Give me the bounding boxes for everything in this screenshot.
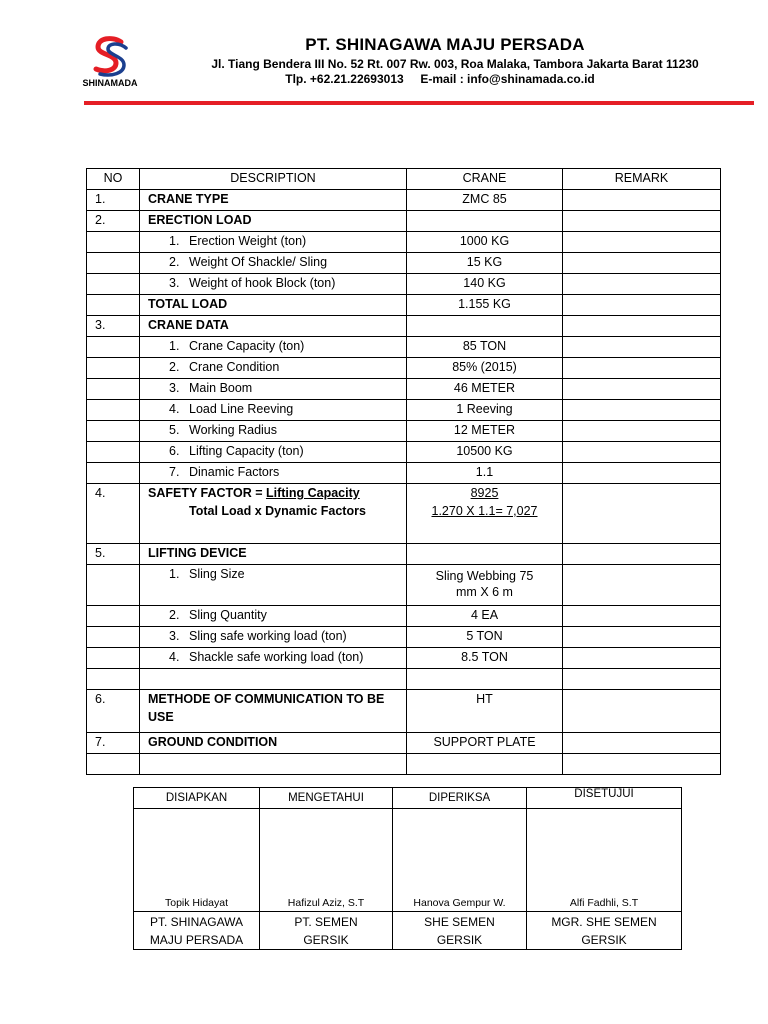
row-remark — [563, 421, 721, 442]
row-no: 2. — [87, 211, 140, 232]
row-crane: 10500 KG — [407, 442, 563, 463]
row-no — [87, 627, 140, 648]
company-contact: Tlp. +62.21.22693013 E-mail : info@shinamada.co.id — [285, 72, 595, 86]
table-row — [87, 337, 721, 358]
item-label: Shackle safe working load (ton) — [189, 650, 364, 665]
row-description — [140, 232, 407, 253]
signatory-name: Topik Hidayat — [134, 809, 260, 912]
row-description — [140, 627, 407, 648]
row-no — [87, 295, 140, 316]
item-label: Crane Condition — [189, 360, 280, 375]
row-description: CRANE DATA — [140, 316, 407, 337]
row-description — [140, 565, 407, 606]
header-remark: REMARK — [563, 169, 721, 190]
row-no: 7. — [87, 733, 140, 754]
table-row — [87, 442, 721, 463]
table-row — [87, 274, 721, 295]
company-name: PT. SHINAGAWA MAJU PERSADA — [305, 35, 585, 54]
row-remark — [563, 565, 721, 606]
row-no: 5. — [87, 544, 140, 565]
row-no — [87, 648, 140, 669]
row-remark — [563, 442, 721, 463]
header-divider — [84, 101, 754, 105]
signatory-org — [527, 912, 682, 950]
item-number: 1. — [169, 567, 180, 581]
row-remark — [563, 544, 721, 565]
row-remark — [563, 316, 721, 337]
item-number: 5. — [169, 423, 180, 438]
table-row — [87, 295, 721, 316]
item-label: Working Radius — [189, 423, 278, 438]
table-row — [87, 690, 721, 733]
item-number: 6. — [169, 444, 180, 459]
row-crane — [407, 754, 563, 775]
signatory-org — [260, 912, 393, 950]
row-description — [140, 379, 407, 400]
row-description — [140, 606, 407, 627]
item-number: 2. — [169, 255, 180, 270]
table-row — [87, 421, 721, 442]
row-remark — [563, 669, 721, 690]
item-label: Sling Size — [189, 567, 245, 581]
row-description: GROUND CONDITION — [140, 733, 407, 754]
table-row — [87, 400, 721, 421]
row-crane: 5 TON — [407, 627, 563, 648]
row-description — [140, 400, 407, 421]
row-no — [87, 421, 140, 442]
row-crane: 15 KG — [407, 253, 563, 274]
item-number: 2. — [169, 360, 180, 375]
row-description: CRANE TYPE — [140, 190, 407, 211]
signatory-org — [393, 912, 527, 950]
row-no — [87, 606, 140, 627]
row-crane — [407, 565, 563, 606]
row-remark — [563, 358, 721, 379]
signatory-name: Alfi Fadhli, S.T — [527, 809, 682, 912]
row-remark — [563, 379, 721, 400]
row-crane: SUPPORT PLATE — [407, 733, 563, 754]
row-crane: 85 TON — [407, 337, 563, 358]
row-crane: 1000 KG — [407, 232, 563, 253]
signature-org-row — [134, 912, 682, 950]
item-label: Load Line Reeving — [189, 402, 294, 417]
row-crane — [407, 211, 563, 232]
row-remark — [563, 606, 721, 627]
table-row — [87, 316, 721, 337]
org-line2: GERSIK — [436, 932, 483, 947]
item-label: Dinamic Factors — [189, 465, 280, 480]
row-description: ERECTION LOAD — [140, 211, 407, 232]
table-row — [87, 544, 721, 565]
role-prepared: DISIAPKAN — [134, 788, 260, 809]
safety-factor-value — [407, 484, 563, 544]
row-description — [140, 690, 407, 733]
row-remark — [563, 648, 721, 669]
row-remark — [563, 627, 721, 648]
item-label: Crane Capacity (ton) — [189, 339, 305, 354]
row-crane: 8.5 TON — [407, 648, 563, 669]
role-approved: DISETUJUI — [527, 788, 682, 809]
sling-size-line2: mm X 6 m — [456, 585, 513, 599]
table-row — [87, 565, 721, 606]
company-address: Jl. Tiang Bendera III No. 52 Rt. 007 Rw. 003, Roa Malaka, Tambora Jakarta Barat 11230 — [211, 57, 699, 71]
signature-role-row — [134, 788, 682, 809]
org-line1: MGR. SHE SEMEN — [551, 914, 657, 929]
item-number: 1. — [169, 234, 180, 249]
row-remark — [563, 690, 721, 733]
item-label: Weight of hook Block (ton) — [189, 276, 336, 291]
table-row — [87, 253, 721, 274]
item-number: 3. — [169, 381, 180, 396]
row-description — [140, 253, 407, 274]
org-line2: MAJU PERSADA — [149, 932, 244, 947]
table-header-row — [87, 169, 721, 190]
empty-row — [87, 754, 721, 775]
total-load-value: 1.155 KG — [407, 295, 563, 316]
row-description — [140, 669, 407, 690]
safety-factor-numerator: Lifting Capacity — [265, 486, 360, 500]
row-no: 6. — [87, 690, 140, 733]
row-no — [87, 337, 140, 358]
safety-factor-row — [87, 484, 721, 544]
shinamada-logo-icon — [86, 36, 132, 78]
row-remark — [563, 463, 721, 484]
table-row — [87, 232, 721, 253]
table-row — [87, 211, 721, 232]
item-number: 3. — [169, 276, 180, 291]
safety-factor-denominator: Total Load x Dynamic Factors — [189, 503, 366, 518]
safety-factor-value-den: 1.270 X 1.1= 7,027 — [431, 503, 538, 518]
item-label: Sling Quantity — [189, 608, 267, 623]
row-description — [140, 442, 407, 463]
header-description: DESCRIPTION — [140, 169, 407, 190]
row-no — [87, 400, 140, 421]
safety-factor-label: SAFETY FACTOR = — [148, 486, 266, 500]
row-remark — [563, 733, 721, 754]
communication-line2: USE — [148, 709, 174, 724]
row-crane — [407, 316, 563, 337]
row-description: LIFTING DEVICE — [140, 544, 407, 565]
empty-row — [87, 669, 721, 690]
org-line1: PT. SHINAGAWA — [149, 914, 244, 929]
row-no — [87, 442, 140, 463]
signature-space-row — [134, 809, 682, 912]
total-load-label: TOTAL LOAD — [140, 295, 407, 316]
row-no: 3. — [87, 316, 140, 337]
row-no: 4. — [87, 484, 140, 544]
signatory-name: Hanova Gempur W. — [393, 809, 527, 912]
row-remark — [563, 484, 721, 544]
communication-line1: METHODE OF COMMUNICATION TO BE — [148, 692, 385, 706]
sling-size-line1: Sling Webbing 75 — [435, 569, 534, 584]
item-label: Main Boom — [189, 381, 253, 396]
table-row — [87, 733, 721, 754]
row-no: 1. — [87, 190, 140, 211]
row-description — [140, 754, 407, 775]
row-description — [140, 648, 407, 669]
row-remark — [563, 754, 721, 775]
item-number: 4. — [169, 402, 180, 417]
safety-factor-value-num: 8925 — [470, 486, 499, 500]
row-no — [87, 232, 140, 253]
signature-table — [133, 787, 682, 950]
table-row — [87, 379, 721, 400]
row-remark — [563, 211, 721, 232]
org-line1: PT. SEMEN — [294, 914, 358, 929]
item-number: 4. — [169, 650, 180, 665]
row-crane: ZMC 85 — [407, 190, 563, 211]
row-crane: 140 KG — [407, 274, 563, 295]
org-line2: GERSIK — [303, 932, 349, 947]
row-no — [87, 565, 140, 606]
row-no — [87, 379, 140, 400]
table-row — [87, 190, 721, 211]
row-remark — [563, 400, 721, 421]
row-description — [140, 421, 407, 442]
row-no — [87, 669, 140, 690]
table-row — [87, 648, 721, 669]
row-description — [140, 274, 407, 295]
item-number: 7. — [169, 465, 180, 480]
table-row — [87, 627, 721, 648]
row-crane: 46 METER — [407, 379, 563, 400]
row-remark — [563, 337, 721, 358]
item-number: 3. — [169, 629, 180, 644]
item-number: 1. — [169, 339, 180, 354]
org-line2: GERSIK — [581, 932, 627, 947]
table-row — [87, 463, 721, 484]
row-no — [87, 463, 140, 484]
row-crane: HT — [407, 690, 563, 733]
row-crane — [407, 669, 563, 690]
crane-data-table — [86, 168, 721, 775]
row-description — [140, 337, 407, 358]
row-remark — [563, 232, 721, 253]
row-no — [87, 358, 140, 379]
org-line1: SHE SEMEN — [424, 914, 495, 929]
company-logo — [74, 36, 146, 92]
row-remark — [563, 295, 721, 316]
row-remark — [563, 190, 721, 211]
signatory-name: Hafizul Aziz, S.T — [260, 809, 393, 912]
item-label: Sling safe working load (ton) — [189, 629, 347, 644]
role-checked: DIPERIKSA — [393, 788, 527, 809]
row-description — [140, 463, 407, 484]
item-label: Weight Of Shackle/ Sling — [189, 255, 328, 270]
row-description — [140, 358, 407, 379]
role-acknowledged: MENGETAHUI — [260, 788, 393, 809]
row-no — [87, 754, 140, 775]
item-number: 2. — [169, 608, 180, 623]
row-crane — [407, 544, 563, 565]
signatory-org — [134, 912, 260, 950]
row-crane: 1.1 — [407, 463, 563, 484]
safety-factor-formula — [140, 484, 407, 544]
item-label: Erection Weight (ton) — [189, 234, 307, 249]
row-no — [87, 274, 140, 295]
row-remark — [563, 274, 721, 295]
header-no: NO — [87, 169, 140, 190]
logo-wordmark: SHINAMADA — [82, 78, 138, 88]
row-crane: 4 EA — [407, 606, 563, 627]
table-row — [87, 606, 721, 627]
row-crane: 85% (2015) — [407, 358, 563, 379]
row-no — [87, 253, 140, 274]
row-crane: 12 METER — [407, 421, 563, 442]
row-remark — [563, 253, 721, 274]
row-crane: 1 Reeving — [407, 400, 563, 421]
item-label: Lifting Capacity (ton) — [189, 444, 304, 459]
header-crane: CRANE — [407, 169, 563, 190]
table-row — [87, 358, 721, 379]
